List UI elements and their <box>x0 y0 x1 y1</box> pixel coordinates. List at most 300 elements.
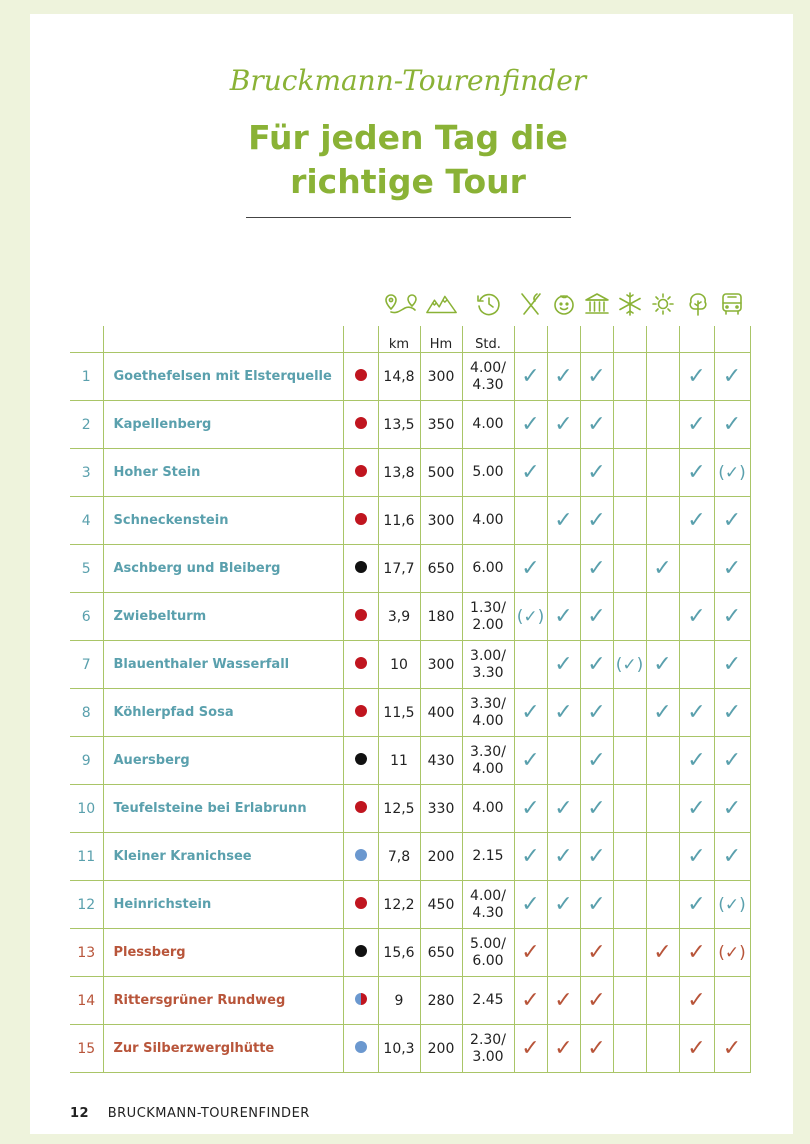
category-cell <box>646 929 679 977</box>
duration-line-2: 4.30 <box>472 904 504 921</box>
difficulty-dot <box>355 417 367 429</box>
check-mark: ✓ <box>653 651 672 677</box>
category-cell <box>646 545 679 593</box>
category-cell <box>679 785 714 833</box>
category-cell <box>679 881 714 929</box>
tour-name: Schneckenstein <box>103 497 343 545</box>
category-cell <box>679 497 714 545</box>
check-mark: ✓ <box>554 651 573 677</box>
category-cell <box>514 641 547 689</box>
duration-line-1: 3.30/ <box>470 695 506 712</box>
tour-km: 11,5 <box>378 689 420 737</box>
check-mark: ✓ <box>521 411 540 437</box>
category-cell <box>646 785 679 833</box>
tour-km: 13,5 <box>378 401 420 449</box>
difficulty-cell <box>343 1025 378 1073</box>
tour-number: 7 <box>70 641 103 689</box>
category-cell <box>613 593 646 641</box>
category-cell <box>714 929 750 977</box>
duration-line-2: 3.30 <box>472 664 504 681</box>
check-mark: ✓ <box>687 795 706 821</box>
category-cell <box>547 737 580 785</box>
tour-hm: 430 <box>420 737 462 785</box>
difficulty-dot <box>355 753 367 765</box>
tour-name: Köhlerpfad Sosa <box>103 689 343 737</box>
category-cell <box>679 593 714 641</box>
category-cell <box>613 545 646 593</box>
check-mark: ✓ <box>587 939 606 965</box>
tour-name: Zur Silberzwerglhütte <box>103 1025 343 1073</box>
difficulty-dot <box>355 849 367 861</box>
check-mark: ✓ <box>687 459 706 485</box>
check-mark: ✓ <box>587 555 606 581</box>
tour-hm: 500 <box>420 449 462 497</box>
check-mark: ✓ <box>521 939 540 965</box>
category-cell <box>580 977 613 1025</box>
tour-km: 12,5 <box>378 785 420 833</box>
category-cell <box>714 881 750 929</box>
category-cell <box>514 497 547 545</box>
category-cell <box>613 977 646 1025</box>
category-cell <box>714 401 750 449</box>
difficulty-cell <box>343 833 378 881</box>
check-mark: ✓ <box>687 603 706 629</box>
tour-km: 13,8 <box>378 449 420 497</box>
category-cell <box>580 881 613 929</box>
category-cell <box>646 401 679 449</box>
tour-duration <box>462 449 514 497</box>
table-row <box>70 545 750 593</box>
category-cell <box>613 785 646 833</box>
tour-duration <box>462 977 514 1025</box>
check-mark: ✓ <box>653 939 672 965</box>
duration-line-1: 4.00/ <box>470 887 506 904</box>
category-cell <box>646 689 679 737</box>
optional-check-mark: (✓) <box>718 942 746 963</box>
duration-line-2: 4.30 <box>472 376 504 393</box>
check-mark: ✓ <box>554 987 573 1013</box>
category-cell <box>679 929 714 977</box>
check-mark: ✓ <box>554 795 573 821</box>
duration-line-2: 6.00 <box>472 952 504 969</box>
tour-duration <box>462 737 514 785</box>
category-cell <box>580 353 613 401</box>
duration-line-1: 3.00/ <box>470 647 506 664</box>
category-cell <box>580 593 613 641</box>
category-cell <box>547 497 580 545</box>
tour-number: 1 <box>70 353 103 401</box>
check-mark: ✓ <box>722 699 742 725</box>
table-row <box>70 737 750 785</box>
check-mark: ✓ <box>554 843 573 869</box>
difficulty-dot <box>355 657 367 669</box>
category-cell <box>646 641 679 689</box>
check-mark: ✓ <box>687 363 706 389</box>
table-row <box>70 1025 750 1073</box>
check-mark: ✓ <box>687 1035 706 1061</box>
difficulty-cell <box>343 449 378 497</box>
tour-name: Heinrichstein <box>103 881 343 929</box>
tour-hm: 180 <box>420 593 462 641</box>
tour-name: Blauenthaler Wasserfall <box>103 641 343 689</box>
table-row <box>70 641 750 689</box>
duration-line-1: 4.00 <box>472 416 504 432</box>
tour-number: 11 <box>70 833 103 881</box>
tour-hm: 650 <box>420 929 462 977</box>
category-cell <box>514 353 547 401</box>
check-mark: ✓ <box>521 843 540 869</box>
tour-duration <box>462 497 514 545</box>
duration-line-2: 4.00 <box>472 712 504 729</box>
duration-line-2: 2.00 <box>472 616 504 633</box>
nature-icon <box>682 290 714 318</box>
table-row <box>70 593 750 641</box>
check-mark: ✓ <box>587 987 606 1013</box>
category-cell <box>714 449 750 497</box>
difficulty-dot <box>355 369 367 381</box>
category-cell <box>613 641 646 689</box>
table-row <box>70 929 750 977</box>
category-cell <box>547 689 580 737</box>
category-cell <box>514 449 547 497</box>
check-mark: ✓ <box>521 699 540 725</box>
check-mark: ✓ <box>722 747 742 773</box>
tour-number: 3 <box>70 449 103 497</box>
tour-table <box>70 326 751 1073</box>
category-cell <box>714 497 750 545</box>
category-cell <box>514 401 547 449</box>
difficulty-dot <box>355 465 367 477</box>
tour-hm: 200 <box>420 833 462 881</box>
tour-number: 2 <box>70 401 103 449</box>
category-cell <box>714 689 750 737</box>
check-mark: ✓ <box>687 987 706 1013</box>
category-cell <box>580 449 613 497</box>
category-cell <box>580 1025 613 1073</box>
category-cell <box>613 689 646 737</box>
tour-number: 5 <box>70 545 103 593</box>
difficulty-cell <box>343 641 378 689</box>
tour-hm: 280 <box>420 977 462 1025</box>
tour-number: 15 <box>70 1025 103 1073</box>
tour-name: Goethefelsen mit Elsterquelle <box>103 353 343 401</box>
category-cell <box>714 785 750 833</box>
tour-name: Aschberg und Bleiberg <box>103 545 343 593</box>
category-cell <box>547 785 580 833</box>
category-cell <box>646 449 679 497</box>
table-row <box>70 353 750 401</box>
tour-km: 11 <box>378 737 420 785</box>
category-cell <box>547 1025 580 1073</box>
difficulty-dot <box>355 561 367 573</box>
category-cell <box>679 641 714 689</box>
tour-duration <box>462 929 514 977</box>
tour-hm: 350 <box>420 401 462 449</box>
category-cell <box>580 689 613 737</box>
category-cell <box>613 833 646 881</box>
tour-name: Kleiner Kranichsee <box>103 833 343 881</box>
check-mark: ✓ <box>687 891 706 917</box>
category-cell <box>679 353 714 401</box>
check-mark: ✓ <box>554 891 573 917</box>
check-mark: ✓ <box>687 939 706 965</box>
category-cell <box>613 449 646 497</box>
category-cell <box>679 401 714 449</box>
page-title-line-1: Für jeden Tag die <box>248 118 568 157</box>
category-cell <box>547 929 580 977</box>
check-mark: ✓ <box>521 987 540 1013</box>
check-mark: ✓ <box>554 411 573 437</box>
column-header-hm: Hm <box>420 326 462 353</box>
difficulty-cell <box>343 929 378 977</box>
category-cell <box>714 641 750 689</box>
table-row <box>70 977 750 1025</box>
category-cell <box>613 401 646 449</box>
tour-number: 4 <box>70 497 103 545</box>
tour-name: Plessberg <box>103 929 343 977</box>
tour-number: 6 <box>70 593 103 641</box>
category-cell <box>514 737 547 785</box>
tour-hm: 300 <box>420 497 462 545</box>
difficulty-cell <box>343 593 378 641</box>
category-cell <box>646 1025 679 1073</box>
category-cell <box>580 833 613 881</box>
tour-duration <box>462 401 514 449</box>
category-cell <box>646 833 679 881</box>
check-mark: ✓ <box>687 507 706 533</box>
category-cell <box>646 737 679 785</box>
check-mark: ✓ <box>722 795 742 821</box>
category-cell <box>514 881 547 929</box>
difficulty-cell <box>343 689 378 737</box>
page-number: 12 <box>70 1106 90 1121</box>
duration-line-1: 2.30/ <box>470 1031 506 1048</box>
table-row <box>70 401 750 449</box>
check-mark: ✓ <box>521 747 540 773</box>
check-mark: ✓ <box>587 699 606 725</box>
category-cell <box>679 737 714 785</box>
tour-name: Zwiebelturm <box>103 593 343 641</box>
difficulty-dot <box>355 513 367 525</box>
table-row <box>70 689 750 737</box>
tour-hm: 300 <box>420 353 462 401</box>
category-cell <box>679 1025 714 1073</box>
culture-icon <box>581 290 613 318</box>
footer-text: BRUCKMANN-TOURENFINDER <box>107 1106 310 1121</box>
tour-number: 10 <box>70 785 103 833</box>
tour-number: 14 <box>70 977 103 1025</box>
duration-line-1: 4.00 <box>472 800 504 816</box>
check-mark: ✓ <box>587 459 606 485</box>
category-cell <box>646 977 679 1025</box>
check-mark: ✓ <box>554 363 573 389</box>
tour-km: 15,6 <box>378 929 420 977</box>
check-mark: ✓ <box>722 603 742 629</box>
check-mark: ✓ <box>587 843 606 869</box>
tour-name: Teufelsteine bei Erlabrunn <box>103 785 343 833</box>
check-mark: ✓ <box>587 891 606 917</box>
category-cell <box>580 785 613 833</box>
category-cell <box>580 929 613 977</box>
tour-km: 7,8 <box>378 833 420 881</box>
tour-duration <box>462 689 514 737</box>
summer-icon <box>647 290 679 318</box>
check-mark: ✓ <box>521 795 540 821</box>
category-cell <box>679 545 714 593</box>
check-mark: ✓ <box>521 363 540 389</box>
tour-duration <box>462 785 514 833</box>
check-mark: ✓ <box>687 699 706 725</box>
tour-km: 10 <box>378 641 420 689</box>
duration-line-1: 4.00 <box>472 512 504 528</box>
bus-icon <box>716 290 748 318</box>
check-mark: ✓ <box>722 651 742 677</box>
tour-duration <box>462 545 514 593</box>
table-row <box>70 785 750 833</box>
category-cell <box>514 929 547 977</box>
time-icon <box>473 290 505 318</box>
category-cell <box>514 785 547 833</box>
category-cell <box>613 929 646 977</box>
tour-hm: 330 <box>420 785 462 833</box>
category-cell <box>514 545 547 593</box>
category-cell <box>714 1025 750 1073</box>
check-mark: ✓ <box>722 1035 742 1061</box>
category-cell <box>547 353 580 401</box>
check-mark: ✓ <box>554 1035 573 1061</box>
category-icons <box>0 290 810 320</box>
category-cell <box>646 353 679 401</box>
mountain-icon <box>424 290 460 318</box>
check-mark: ✓ <box>554 603 573 629</box>
category-cell <box>714 545 750 593</box>
tour-hm: 650 <box>420 545 462 593</box>
category-cell <box>679 833 714 881</box>
duration-line-1: 5.00/ <box>470 935 506 952</box>
page-footer <box>70 1106 310 1121</box>
tour-number: 9 <box>70 737 103 785</box>
page-title <box>0 116 810 204</box>
difficulty-dot <box>355 945 367 957</box>
page-title-line-2: richtige Tour <box>290 162 526 201</box>
check-mark: ✓ <box>722 843 742 869</box>
difficulty-cell <box>343 977 378 1025</box>
difficulty-cell <box>343 497 378 545</box>
check-mark: ✓ <box>521 891 540 917</box>
category-cell <box>580 497 613 545</box>
category-cell <box>580 401 613 449</box>
check-mark: ✓ <box>521 459 540 485</box>
category-cell <box>580 641 613 689</box>
optional-check-mark: (✓) <box>718 894 746 915</box>
check-mark: ✓ <box>722 555 742 581</box>
tour-name: Hoher Stein <box>103 449 343 497</box>
check-mark: ✓ <box>587 363 606 389</box>
check-mark: ✓ <box>687 843 706 869</box>
check-mark: ✓ <box>687 747 706 773</box>
check-mark: ✓ <box>587 1035 606 1061</box>
tour-number: 13 <box>70 929 103 977</box>
category-cell <box>547 401 580 449</box>
category-cell <box>613 737 646 785</box>
category-cell <box>514 1025 547 1073</box>
category-cell <box>714 737 750 785</box>
tour-name: Auersberg <box>103 737 343 785</box>
duration-line-1: 3.30/ <box>470 743 506 760</box>
category-cell <box>547 545 580 593</box>
category-cell <box>547 641 580 689</box>
duration-line-1: 6.00 <box>472 560 504 576</box>
category-cell <box>613 1025 646 1073</box>
optional-check-mark: (✓) <box>516 606 545 627</box>
category-cell <box>547 449 580 497</box>
check-mark: ✓ <box>587 747 606 773</box>
category-cell <box>646 881 679 929</box>
child-icon <box>548 290 580 318</box>
check-mark: ✓ <box>587 651 606 677</box>
check-mark: ✓ <box>521 555 540 581</box>
category-cell <box>613 353 646 401</box>
category-cell <box>646 497 679 545</box>
winter-icon <box>614 290 646 318</box>
category-cell <box>679 449 714 497</box>
category-cell <box>679 977 714 1025</box>
tour-number: 8 <box>70 689 103 737</box>
check-mark: ✓ <box>554 507 573 533</box>
duration-line-2: 3.00 <box>472 1048 504 1065</box>
difficulty-cell <box>343 401 378 449</box>
check-mark: ✓ <box>722 507 742 533</box>
check-mark: ✓ <box>587 603 606 629</box>
tour-duration <box>462 881 514 929</box>
check-mark: ✓ <box>722 363 742 389</box>
difficulty-dot <box>355 705 367 717</box>
tour-km: 12,2 <box>378 881 420 929</box>
table-row <box>70 449 750 497</box>
category-cell <box>547 833 580 881</box>
difficulty-cell <box>343 785 378 833</box>
category-cell <box>547 881 580 929</box>
check-mark: ✓ <box>587 795 606 821</box>
tour-hm: 400 <box>420 689 462 737</box>
table-header <box>70 326 750 353</box>
category-cell <box>514 977 547 1025</box>
restaurant-icon <box>515 290 547 318</box>
table-row <box>70 497 750 545</box>
tour-km: 11,6 <box>378 497 420 545</box>
category-cell <box>580 737 613 785</box>
table-row <box>70 833 750 881</box>
tour-duration <box>462 593 514 641</box>
tour-km: 10,3 <box>378 1025 420 1073</box>
category-cell <box>613 497 646 545</box>
tour-hm: 450 <box>420 881 462 929</box>
tour-duration <box>462 833 514 881</box>
tour-duration <box>462 353 514 401</box>
category-cell <box>514 689 547 737</box>
tour-km: 3,9 <box>378 593 420 641</box>
tour-number: 12 <box>70 881 103 929</box>
duration-line-1: 2.45 <box>472 992 504 1008</box>
optional-check-mark: (✓) <box>718 462 746 483</box>
tour-km: 9 <box>378 977 420 1025</box>
optional-check-mark: (✓) <box>615 654 644 675</box>
category-cell <box>547 977 580 1025</box>
duration-line-1: 5.00 <box>472 464 504 480</box>
table-row <box>70 881 750 929</box>
difficulty-dot <box>355 609 367 621</box>
tour-km: 14,8 <box>378 353 420 401</box>
